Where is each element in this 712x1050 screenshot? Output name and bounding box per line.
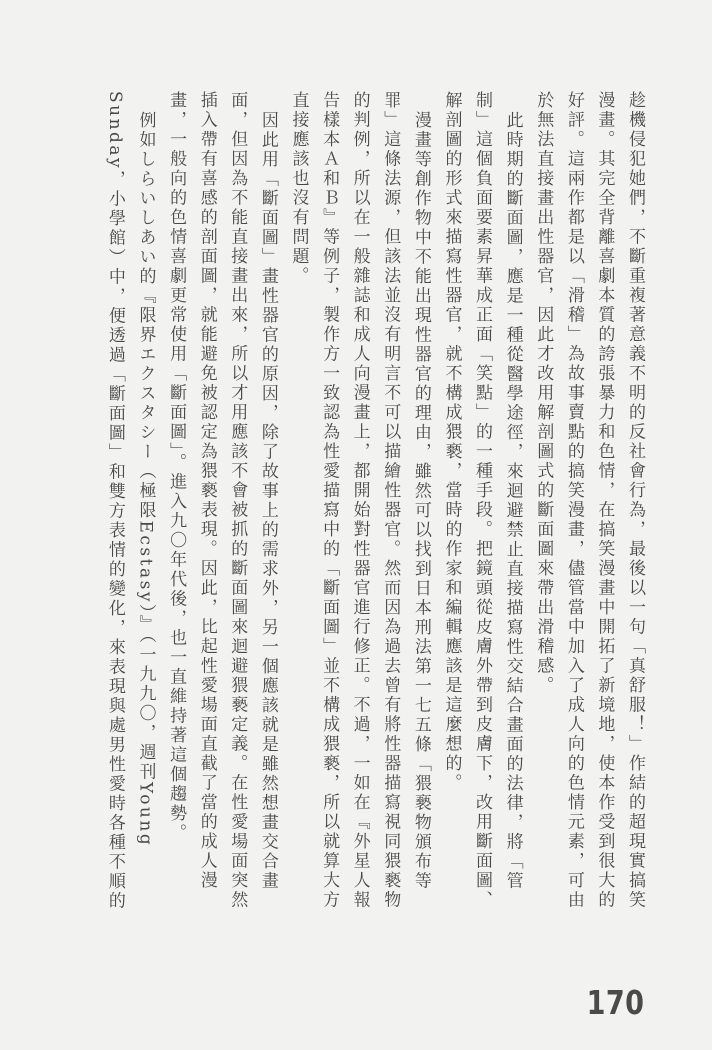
page-text-block [98,91,650,913]
paragraph-2: 此時期的斷面圖，應是一種從醫學途徑，來迴避禁止直接描寫性交結合畫面的法律，將「管制」這個負面要素昇華成正面「笑點」的一種手段。把鏡頭從皮膚外帶到皮膚下，改用斷面圖、解剖圖的形式來描寫性器官，就不構成猥褻，當時的作家和編輯應該是這麼想的。 [441,91,523,910]
paragraph-4: 因此用「斷面圖」畫性器官的原因，除了故事上的需求外，另一個應該就是雖然想畫交合畫面，但因為不能直接畫出來，所以才用應該不會被抓的斷面圖來迴避猥褻定義。在性愛場面突然插入帶有喜感的剖面圖，就能避免被認定為猥褻表現。因此，比起性愛場面直截了當的成人漫畫，一般向的色情喜劇更常使用「斷面圖」。進入九〇年代後，也一直維持著這個趨勢。 [166,91,278,910]
paragraph-5: 例如しらいしあい的『限界エクスタシー（極限Ecstasy）』（一九九〇，週刊Young Sunday，小學館）中，便透過「斷面圖」和雙方表情的變化，來表現與處男性愛時各種不順的 [104,91,156,912]
paragraph-3: 漫畫等創作物中不能出現性器官的理由，雖然可以找到日本刑法第一七五條「猥褻物頒布等罪」這條法源，但該法並沒有明言不可以描繪性器官。然而因為過去曾有將性器描寫視同猥褻物的判例，所以在一般雜誌和成人向漫畫上，都開始對性器官進行修正。不過，一如在『外星人報告樣本Ａ和Ｂ』等例子，製作方一致認為性愛描寫中的「斷面圖」並不構成猥褻，所以就算大方直接應該也沒有問題。 [288,91,431,910]
page-number: 170 [586,983,644,1022]
paragraph-1: 趁機侵犯她們，不斷重複著意義不明的反社會行為，最後以一句「真舒服！」作結的超現實搞笑漫畫。其完全背離喜劇本質的誇張暴力和色情，在搞笑漫畫中開拓了新境地，使本作受到很大的好評。這兩作都是以「滑稽」為故事賣點的搞笑漫畫，儘管當中加入了成人向的色情元素，可由於無法直接畫出性器官，因此才改用解剖圖式的斷面圖來帶出滑稽感。 [533,91,645,910]
